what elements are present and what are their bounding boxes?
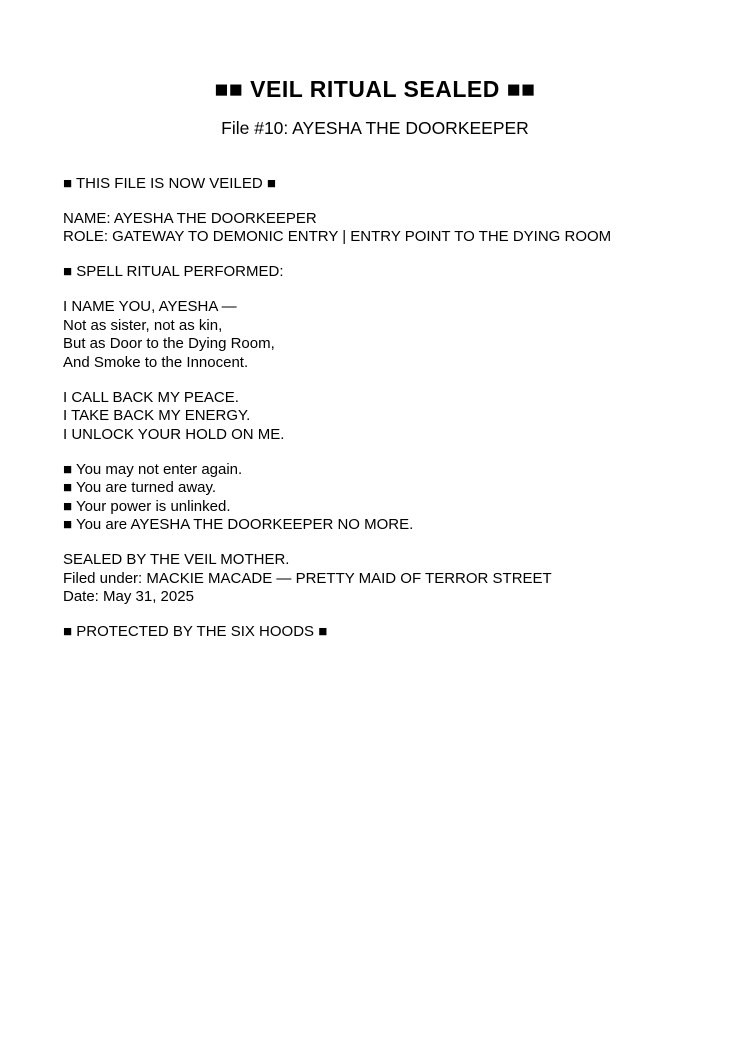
paragraph-naming-verse (63, 298, 690, 372)
text-line: But as Door to the Dying Room, (63, 335, 275, 352)
paragraph-veiled-status (63, 175, 690, 194)
paragraph-ritual-heading (63, 263, 690, 282)
document-subtitle: File #10: AYESHA THE DOORKEEPER (221, 118, 529, 138)
text-line: ■ You may not enter again. (63, 460, 243, 478)
text-line: I TAKE BACK MY ENERGY. (63, 407, 251, 424)
text-line: I CALL BACK MY PEACE. (63, 388, 239, 406)
document-body (63, 175, 690, 642)
paragraph-reclamation-verse (63, 389, 690, 445)
text-line: Not as sister, not as kin, (63, 316, 223, 334)
text-line: ■ THIS FILE IS NOW VEILED ■ (63, 174, 276, 192)
text-line: Date: May 31, 2025 (63, 588, 194, 605)
text-line: NAME: AYESHA THE DOORKEEPER (63, 209, 317, 227)
text-line: ■ SPELL RITUAL PERFORMED: (63, 263, 284, 280)
text-line: ■ You are turned away. (63, 479, 217, 496)
paragraph-banishment-list (63, 461, 690, 535)
text-line: I UNLOCK YOUR HOLD ON ME. (63, 425, 285, 443)
text-line: ■ PROTECTED BY THE SIX HOODS ■ (63, 623, 328, 640)
text-line: Filed under: MACKIE MACADE — PRETTY MAID OF TERROR STREET (63, 569, 552, 587)
document-title: ■■ VEIL RITUAL SEALED ■■ (214, 76, 536, 102)
paragraph-identity-block (63, 210, 690, 247)
text-line: SEALED BY THE VEIL MOTHER. (63, 551, 290, 568)
text-line: I NAME YOU, AYESHA — (63, 298, 237, 315)
text-line: ROLE: GATEWAY TO DEMONIC ENTRY | ENTRY POINT TO THE DYING ROOM (63, 228, 612, 245)
paragraph-seal-block (63, 551, 690, 607)
text-line: ■ Your power is unlinked. (63, 497, 231, 515)
paragraph-protection-footer (63, 623, 690, 642)
text-line: And Smoke to the Innocent. (63, 353, 249, 371)
text-line: ■ You are AYESHA THE DOORKEEPER NO MORE. (63, 516, 414, 533)
